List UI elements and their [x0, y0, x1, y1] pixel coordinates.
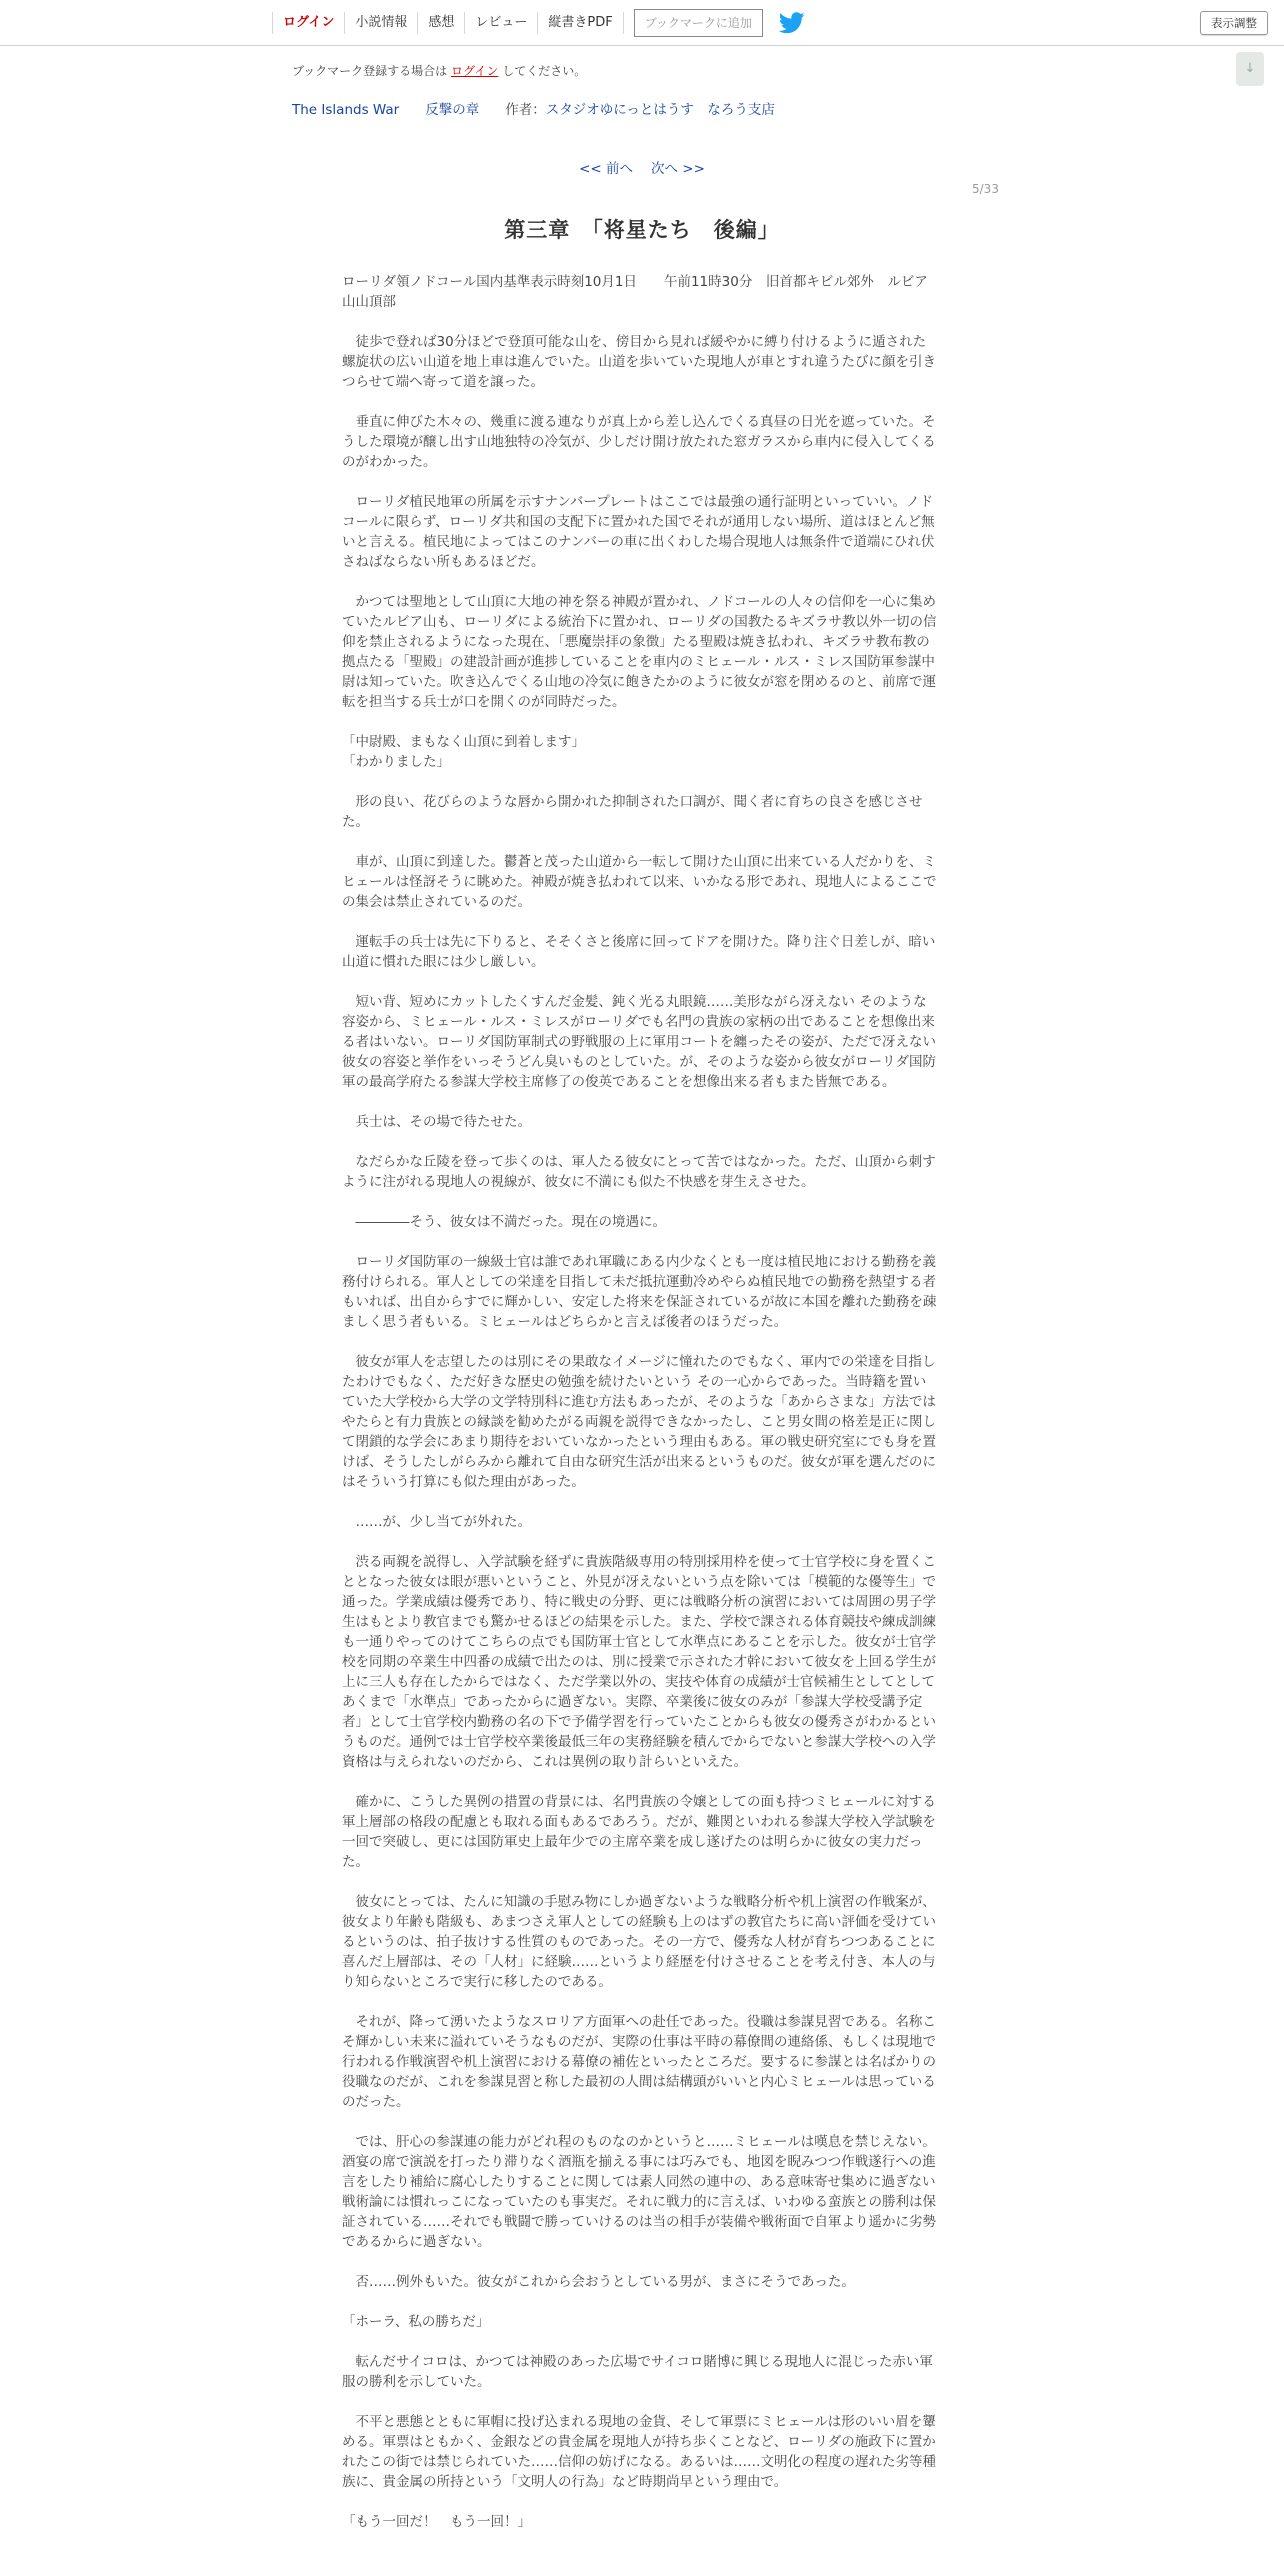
arc-link[interactable]: 反撃の章 — [425, 102, 480, 118]
body-paragraph: 「ホーラ、私の勝ちだ」 — [342, 2314, 490, 2330]
body-paragraph: ローリダ領ノドコール国内基準表示時刻10月1日 午前11時30分 旧首都キビル郊外 ルビア山山頂部 — [342, 274, 928, 310]
novel-info-link[interactable]: 小説情報 — [344, 12, 417, 34]
chapter-title: 第三章 「将星たち 後編」 — [504, 218, 780, 242]
vertical-pdf-link[interactable]: 縦書きPDF — [537, 12, 623, 34]
impressions-link[interactable]: 感想 — [417, 12, 464, 34]
novel-info — [292, 98, 775, 118]
body-paragraph: 彼女にとっては、たんに知識の手慰み物にしか過ぎないような戦略分析や机上演習の作戦案が、彼女より年齢も階級も、あまつさえ軍人としての経験も上のはずの教官たちに高い評価を受けているというのは、拍子抜けする性質のものであった。その一方で、優秀な人材が育ちつつあることに喜んだ上層部は、その「人材」に経験……というより経歴を付けさせることを考え付き、本人の与り知らないところで実行に移したのである。 — [342, 1894, 936, 1990]
review-link[interactable]: レビュー — [464, 12, 537, 34]
body-paragraph: 形の良い、花びらのような唇から開かれた抑制された口調が、聞く者に育ちの良さを感じさせた。 — [342, 794, 923, 830]
add-bookmark-button[interactable]: ブックマークに追加 — [634, 9, 763, 37]
body-paragraph: 転んだサイコロは、かつては神殿のあった広場でサイコロ賭博に興じる現地人に混じった赤い軍服の勝利を示していた。 — [342, 2354, 933, 2390]
author-link[interactable]: スタジオゆにっとはうす なろう支店 — [545, 102, 775, 118]
novel-body — [342, 272, 938, 2552]
author-label: 作者： — [505, 102, 546, 118]
novel-title-link[interactable]: The Islands War — [292, 102, 400, 118]
body-paragraph: ローリダ国防軍の一線級士官は誰であれ軍職にある内少なくとも一度は植民地における勤務を義務付けられる。軍人としての栄達を目指して未だ抵抗運動冷めやらぬ植民地での勤務を熱望する者もいれば、出自からすでに輝かしい、安定した将来を保証されているが故に本国を離れた勤務を疎ましく思う者もいる。ミヒェールはどちらかと言えば後者のほうだった。 — [342, 1254, 937, 1330]
display-settings-button[interactable]: 表示調整 — [1200, 11, 1268, 35]
body-paragraph: 否……例外もいた。彼女がこれから会おうとしている男が、まさにそうであった。 — [342, 2274, 855, 2290]
body-paragraph: 車が、山頂に到達した。鬱蒼と茂った山道から一転して開けた山頂に出来ている人だかりを、ミヒェールは怪訝そうに眺めた。神殿が焼き払われて以来、いかなる形であれ、現地人によるここでの集会は禁止されているのだ。 — [342, 854, 937, 910]
bookmark-notice — [292, 62, 586, 79]
login-link[interactable]: ログイン — [272, 12, 344, 34]
body-paragraph: ローリダ植民地軍の所属を示すナンバープレートはここでは最強の通行証明といっていい。ノドコールに限らず、ローリダ共和国の支配下に置かれた国でそれが通用しない場所、道はほとんど無いと言える。植民地によってはこのナンバーの車に出くわした場合現地人は無条件で道端にひれ伏さねばならない所もあるほどだ。 — [342, 494, 935, 570]
body-paragraph: なだらかな丘陵を登って歩くのは、軍人たる彼女にとって苦ではなかった。ただ、山頂から刺すように注がれる現地人の視線が、彼女に不満にも似た不快感を芽生えさせた。 — [342, 1154, 936, 1190]
nav-menu — [272, 0, 805, 46]
twitter-bird-icon[interactable] — [779, 12, 805, 34]
scroll-down-button[interactable]: ↓ — [1236, 52, 1264, 86]
body-paragraph: ――――そう、彼女は不満だった。現在の境遇に。 — [342, 1214, 666, 1230]
body-paragraph: それが、降って湧いたようなスロリア方面軍への赴任であった。役職は参謀見習である。名称こそ輝かしい未来に溢れていそうなものだが、実際の仕事は平時の幕僚間の連絡係、もしくは現地で行われる作戦演習や机上演習における幕僚の補佐といったところだ。要するに参謀とは名ばかりの役職なのだが、これを参謀見習と称した最初の人間は結構頭がいいと内心ミヒェールは思っているのだった。 — [342, 2014, 936, 2110]
body-paragraph: 短い背、短めにカットしたくすんだ金髪、鈍く光る丸眼鏡……美形ながら冴えない そのような容姿から、ミヒェール・ルス・ミレスがローリダでも名門の貴族の家柄の出であることを想像出来る者はいない。ローリダ国防軍制式の野戦服の上に軍用コートを纏ったその姿が、ただで冴えない彼女の容姿と挙作をいっそうどん臭いものとしていた。が、そのような姿から彼女がローリダ国防軍の最高学府たる参謀大学校主席修了の俊英であることを想像出来る者もまた皆無である。 — [342, 994, 936, 1090]
body-paragraph: 不平と悪態とともに軍帽に投げ込まれる現地の金貨、そして軍票にミヒェールは形のいい眉を顰める。軍票はともかく、金銀などの貴金属を現地人が持ち歩くことなど、ローリダの施政下に置かれたこの街では禁じられていた……信仰の妨げになる。あるいは……文明化の程度の遅れた劣等種族に、貴金属の所持という「文明人の行為」など時期尚早という理由で。 — [342, 2414, 936, 2490]
next-page-link[interactable]: 次へ >> — [651, 161, 705, 177]
body-paragraph: 徒歩で登れば30分ほどで登頂可能な山を、傍目から見れば緩やかに縛り付けるように遁された螺旋状の広い山道を地上車は進んでいた。山道を歩いていた現地人が車とすれ違うたびに顔を引きつらせて端へ寄って道を譲った。 — [342, 334, 936, 390]
body-paragraph: かつては聖地として山頂に大地の神を祭る神殿が置かれ、ノドコールの人々の信仰を一心に集めていたルビア山も、ローリダによる統治下に置かれ、ローリダの国教たるキズラサ教以外一切の信仰を禁止されるようになった現在、「悪魔崇拝の象徴」たる聖殿は焼き払われ、キズラサ教布教の拠点たる「聖殿」の建設計画が進捗していることを車内のミヒェール・ルス・ミレス国防軍参謀中尉は知っていた。吹き込んでくる山地の冷気に飽きたかのように彼女が窓を閉めるのと、前席で運転を担当する兵士が口を開くのが同時だった。 — [342, 594, 937, 710]
body-paragraph: 「もう一回だ！ もう一回！」 — [342, 2514, 531, 2530]
body-paragraph: 彼女が軍人を志望したのは別にその果敢なイメージに憧れたのでもなく、軍内での栄達を目指したわけでもなく、ただ好きな歴史の勉強を続けたいという その一心からであった。当時籍を置いていた大学校から大学の文学特別科に進む方法もあったが、そのような「あからさまな」方法ではやたらと有力貴族との縁談を勧めたがる両親を説得できなかったし、こと男女間の格差是正に関して閉鎖的な学会にあまり期待をおいていなかったという理由もある。軍の戦史研究室にでも身を置けば、そうしたしがらみから離れて自由な研究生活が出来るというものだ。彼女が軍を選んだのにはそういう打算にも似た理由があった。 — [342, 1354, 936, 1490]
top-navigation-bar — [0, 0, 1284, 46]
pager — [0, 157, 1284, 177]
body-paragraph: 「中尉殿、まもなく山頂に到着します」 「わかりました」 — [342, 734, 585, 770]
body-paragraph: 兵士は、その場で待たせた。 — [342, 1114, 531, 1130]
prev-page-link[interactable]: << 前へ — [579, 161, 633, 177]
body-paragraph: では、肝心の参謀連の能力がどれ程のものなのかというと……ミヒェールは嘆息を禁じえない。酒宴の席で演説を打ったり滞りなく酒瓶を揃える事には巧みでも、地図を睨みつつ作戦遂行への進言をしたり補給に腐心したりすることに関しては素人同然の連中の、ある意味寄せ集めに過ぎない戦術論には慣れっこになっていたのも事実だ。それに戦力的に言えば、いわゆる蛮族との勝利は保証されている……それでも戦闘で勝っていけるのは当の相手が装備や戦術面で自軍より遥かに劣勢であるからに過ぎない。 — [342, 2134, 936, 2250]
body-paragraph: ……が、少し当てが外れた。 — [342, 1514, 531, 1530]
bookmark-notice-before: ブックマーク登録する場合は — [292, 64, 448, 78]
page-number: 5/33 — [972, 182, 999, 196]
body-paragraph: 垂直に伸びた木々の、幾重に渡る連なりが真上から差し込んでくる真昼の日光を遮っていた。そうした環境が醸し出す山地独特の冷気が、少しだけ開け放たれた窓ガラスから車内に侵入してくるのがわかった。 — [342, 414, 936, 470]
body-paragraph: 渋る両親を説得し、入学試験を経ずに貴族階級専用の特別採用枠を使って士官学校に身を置くこととなった彼女は眼が悪いということ、外見が冴えないという点を除いては「模範的な優等生」で通った。学業成績は優秀であり、特に戦史の分野、更には戦略分析の演習においては周囲の男子学生はもとより教官までも驚かせるほどの結果を示した。また、学校で課される体育競技や練成訓練も一通りやってのけてこちらの点でも国防軍士官として水準点にあることを示した。彼女が士官学校を同期の卒業生中四番の成績で出たのは、別に授業で示された才幹において彼女を上回る学生が上に三人も存在したからではなく、ただ学業以外の、実技や体育の成績が士官候補生としてとしてあくまで「水準点」であったからに過ぎない。実際、卒業後に彼女のみが「参謀大学校受講予定者」として士官学校内勤務の名の下で予備学習を行っていたことからも彼女の優秀さがわかるというものだ。通例では士官学校卒業後最低三年の実務経験を積んでからでないと参謀大学校への入学資格は与えられないのだから、これは異例の取り計らいといえた。 — [342, 1554, 936, 1770]
bookmark-notice-after: してください。 — [502, 64, 587, 78]
bookmark-notice-login-link[interactable]: ログイン — [451, 64, 499, 78]
body-paragraph: 運転手の兵士は先に下りると、そそくさと後席に回ってドアを開けた。降り注ぐ日差しが、暗い山道に慣れた眼には少し厳しい。 — [342, 934, 936, 970]
body-paragraph: 確かに、こうした異例の措置の背景には、名門貴族の令嬢としての面も持つミヒェールに対する軍上層部の格段の配慮とも取れる面もあるであろう。だが、難関といわれる参謀大学校入学試験を一回で突破し、更には国防軍史上最年少での主席卒業を成し遂げたのは明らかに彼女の実力だった。 — [342, 1794, 936, 1870]
